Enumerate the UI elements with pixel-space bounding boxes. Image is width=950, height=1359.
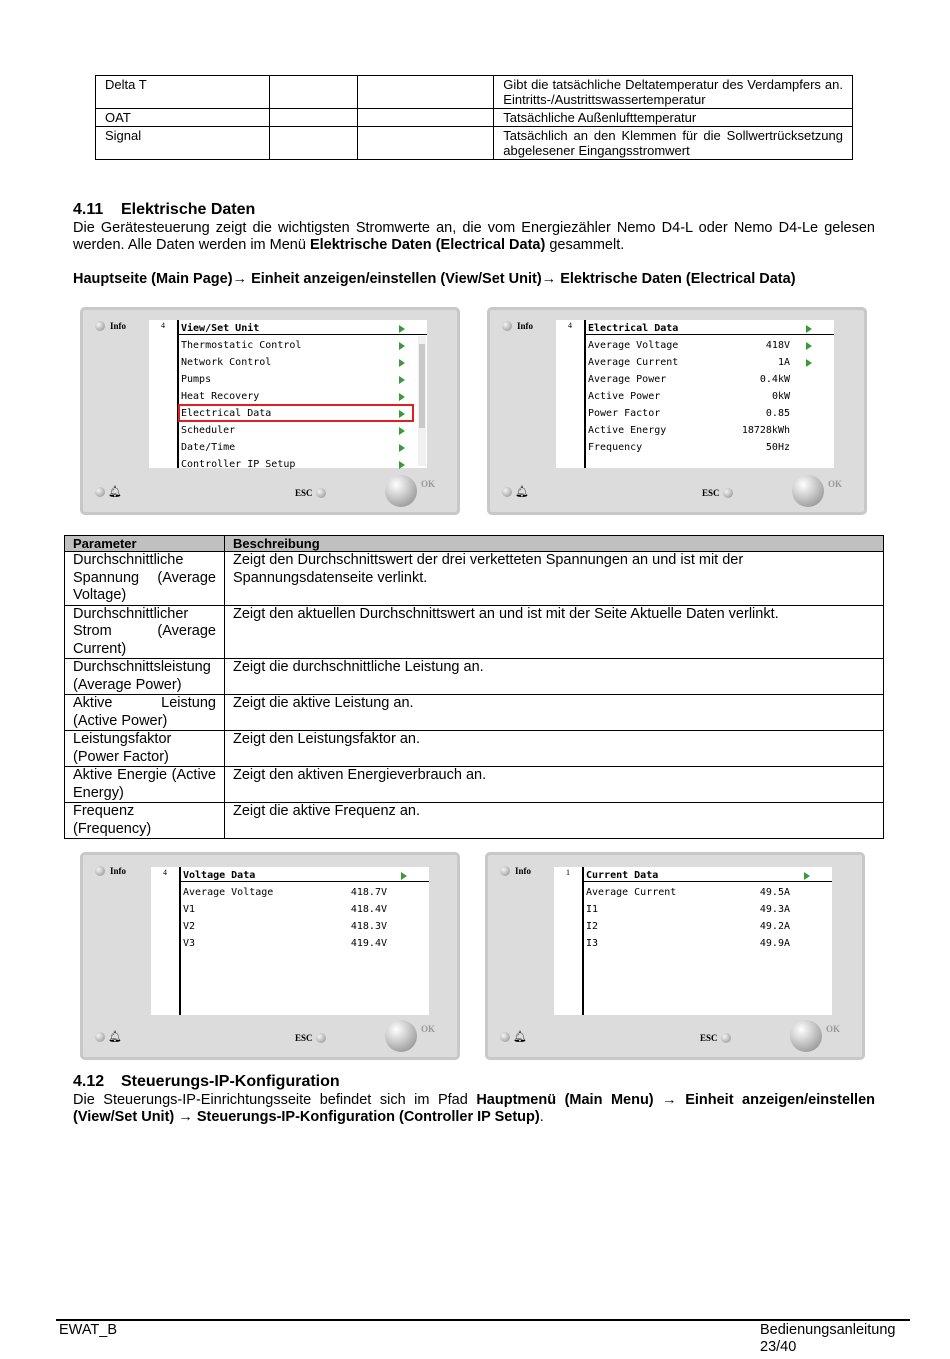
screen-divider bbox=[179, 867, 181, 1015]
table-row bbox=[65, 803, 884, 839]
data-value: 418.3V bbox=[350, 921, 387, 932]
description-cell: Zeigt die aktive Leistung an. bbox=[225, 695, 884, 731]
parameter-cell: Leistungsfaktor (Power Factor) bbox=[65, 731, 225, 767]
menu-item[interactable]: Date/Time bbox=[181, 442, 236, 453]
table-cell: Signal bbox=[96, 127, 270, 160]
esc-led-icon bbox=[723, 488, 733, 498]
ok-knob[interactable] bbox=[790, 1020, 822, 1052]
arrow-right-icon: → bbox=[662, 1092, 677, 1108]
data-value: 49.9A bbox=[759, 938, 790, 949]
data-label: Average Current bbox=[588, 357, 679, 368]
section-heading-4-12 bbox=[73, 1073, 340, 1091]
menu-item[interactable]: Pumps bbox=[181, 374, 212, 385]
ok-label: OK bbox=[827, 479, 842, 489]
ok-label: OK bbox=[420, 479, 435, 489]
description-cell: Zeigt die aktive Frequenz an. bbox=[225, 803, 884, 839]
info-label: Info bbox=[110, 866, 127, 876]
header-description: Beschreibung bbox=[225, 536, 884, 552]
screen-divider bbox=[584, 320, 586, 468]
play-arrow-icon bbox=[399, 342, 405, 350]
bell-icon: 🔔︎ bbox=[108, 486, 122, 498]
alarm-led-icon bbox=[500, 1032, 510, 1042]
alarm-led-icon bbox=[95, 487, 105, 497]
data-label: I3 bbox=[586, 938, 599, 949]
menu-item[interactable]: Thermostatic Control bbox=[181, 340, 302, 351]
data-value: 418V bbox=[765, 340, 790, 351]
data-value: 419.4V bbox=[350, 938, 387, 949]
esc-led-icon bbox=[316, 488, 326, 498]
arrow-right-icon: → bbox=[541, 271, 557, 287]
screen-divider bbox=[177, 320, 179, 468]
section-4-12-text bbox=[73, 1092, 875, 1126]
parameter-cell: Aktive Leistung (Active Power) bbox=[65, 695, 225, 731]
path-step-3: Elektrische Daten (Electrical Data) bbox=[560, 271, 796, 287]
info-led-icon bbox=[500, 866, 510, 876]
table-row bbox=[65, 605, 884, 659]
table-cell bbox=[357, 76, 494, 109]
play-arrow-icon bbox=[399, 427, 405, 435]
table-row bbox=[65, 767, 884, 803]
bell-icon: 🔔︎ bbox=[515, 486, 529, 498]
selection-highlight bbox=[178, 404, 414, 422]
play-arrow-icon bbox=[399, 376, 405, 384]
screen-title: Electrical Data bbox=[588, 323, 679, 334]
data-value: 18728kWh bbox=[741, 425, 790, 436]
parameter-cell: Durchschnittsleistung (Average Power) bbox=[65, 659, 225, 695]
bold-path-1: Hauptmenü (Main Menu) bbox=[476, 1092, 654, 1108]
section-heading-4-11 bbox=[73, 201, 255, 219]
play-arrow-icon bbox=[806, 342, 812, 350]
play-arrow-icon bbox=[401, 872, 407, 880]
alarm-button[interactable] bbox=[500, 1030, 527, 1043]
data-label: I1 bbox=[586, 904, 599, 915]
play-arrow-icon bbox=[399, 461, 405, 469]
controller-display-electrical-data bbox=[487, 307, 867, 515]
data-label: V1 bbox=[183, 904, 196, 915]
table-cell: Tatsächliche Außenlufttemperatur bbox=[494, 109, 853, 127]
table-cell: Gibt die tatsächliche Deltatemperatur des Verdampfers an. Eintritts-/Austrittswassertemperatur bbox=[494, 76, 853, 109]
alarm-button[interactable] bbox=[95, 485, 122, 498]
info-led-icon bbox=[502, 321, 512, 331]
path-step-1: Hauptseite (Main Page) bbox=[73, 271, 233, 287]
screen-title: View/Set Unit bbox=[181, 323, 260, 334]
top-parameter-table bbox=[95, 75, 853, 160]
table-cell bbox=[269, 109, 357, 127]
lcd-screen bbox=[149, 320, 427, 468]
play-arrow-icon bbox=[806, 325, 812, 333]
text-span: Die Steuerungs-IP-Einrichtungsseite befindet sich im Pfad bbox=[73, 1092, 477, 1108]
section-number: 4.11 bbox=[73, 201, 104, 218]
bold-path-2: Einheit anzeigen/einstellen (View/Set Unit) bbox=[73, 1092, 876, 1125]
esc-button[interactable] bbox=[702, 488, 733, 498]
info-label: Info bbox=[517, 321, 534, 331]
esc-led-icon bbox=[316, 1033, 326, 1043]
parameter-cell: Durchschnittliche Spannung (Average Voltage) bbox=[65, 552, 225, 606]
arrow-right-icon: → bbox=[178, 1109, 193, 1125]
table-cell bbox=[269, 76, 357, 109]
section-4-11-intro bbox=[73, 220, 875, 254]
parameter-cell: Durchschnittlicher Strom (Average Current) bbox=[65, 605, 225, 659]
screen-title: Current Data bbox=[586, 870, 659, 881]
data-label: Average Power bbox=[588, 374, 667, 385]
play-arrow-icon bbox=[804, 872, 810, 880]
play-arrow-icon bbox=[399, 393, 405, 401]
parameter-cell: Aktive Energie (Active Energy) bbox=[65, 767, 225, 803]
scrollbar[interactable] bbox=[418, 336, 426, 466]
electrical-parameter-table bbox=[64, 535, 884, 839]
table-row bbox=[65, 695, 884, 731]
screen-page-number: 4 bbox=[163, 868, 167, 877]
play-arrow-icon bbox=[399, 444, 405, 452]
data-value: 418.7V bbox=[350, 887, 387, 898]
menu-item[interactable]: Network Control bbox=[181, 357, 272, 368]
footer-right bbox=[760, 1322, 895, 1356]
esc-label: ESC bbox=[295, 488, 313, 498]
table-row bbox=[65, 552, 884, 606]
menu-path bbox=[73, 271, 796, 287]
table-cell: OAT bbox=[96, 109, 270, 127]
screen-title: Voltage Data bbox=[183, 870, 256, 881]
alarm-button[interactable] bbox=[502, 485, 529, 498]
section-title: Steuerungs-IP-Konfiguration bbox=[121, 1073, 340, 1090]
alarm-led-icon bbox=[95, 1032, 105, 1042]
description-cell: Zeigt den Leistungsfaktor an. bbox=[225, 731, 884, 767]
footer-doc-type: Bedienungsanleitung bbox=[760, 1322, 896, 1338]
lcd-screen bbox=[554, 867, 832, 1015]
bell-icon: 🔔︎ bbox=[513, 1031, 527, 1043]
info-label: Info bbox=[515, 866, 532, 876]
table-cell: Delta T bbox=[96, 76, 270, 109]
data-label: Average Voltage bbox=[183, 887, 274, 898]
ok-label: OK bbox=[420, 1024, 435, 1034]
esc-button[interactable] bbox=[295, 1033, 326, 1043]
data-value: 0kW bbox=[771, 391, 790, 402]
description-cell: Zeigt den aktuellen Durchschnittswert an und ist mit der Seite Aktuelle Daten verlinkt. bbox=[225, 605, 884, 659]
description-cell: Zeigt den aktiven Energieverbrauch an. bbox=[225, 767, 884, 803]
data-label: V3 bbox=[183, 938, 196, 949]
table-row bbox=[96, 109, 853, 127]
data-value: 0.85 bbox=[765, 408, 790, 419]
intro-end: gesammelt. bbox=[545, 237, 625, 253]
section-number: 4.12 bbox=[73, 1073, 105, 1090]
text-end: . bbox=[539, 1109, 544, 1125]
data-label: Frequency bbox=[588, 442, 643, 453]
alarm-button[interactable] bbox=[95, 1030, 122, 1043]
ok-knob[interactable] bbox=[385, 475, 417, 507]
data-value: 1A bbox=[777, 357, 790, 368]
lcd-screen bbox=[151, 867, 429, 1015]
ok-label: OK bbox=[825, 1024, 840, 1034]
data-label: I2 bbox=[586, 921, 599, 932]
menu-item[interactable]: Controller IP Setup bbox=[181, 459, 296, 470]
scrollbar-thumb[interactable] bbox=[419, 344, 425, 428]
esc-button[interactable] bbox=[700, 1033, 731, 1043]
data-value: 49.5A bbox=[759, 887, 790, 898]
arrow-right-icon: → bbox=[232, 271, 248, 287]
data-value: 0.4kW bbox=[759, 374, 790, 385]
description-cell: Zeigt die durchschnittliche Leistung an. bbox=[225, 659, 884, 695]
data-value: 49.3A bbox=[759, 904, 790, 915]
intro-text: Die Gerätesteuerung zeigt die wichtigsten Stromwerte an, die vom Energiezähler Nemo D4-L oder Nemo D4-Le gelesen werden. Alle Daten werden im Menü bbox=[73, 220, 875, 253]
data-label: Average Voltage bbox=[588, 340, 679, 351]
info-button[interactable] bbox=[502, 321, 533, 331]
esc-label: ESC bbox=[295, 1033, 313, 1043]
bell-icon: 🔔︎ bbox=[108, 1031, 122, 1043]
menu-item[interactable]: Electrical Data bbox=[181, 408, 272, 419]
info-led-icon bbox=[95, 866, 105, 876]
data-label: Power Factor bbox=[588, 408, 661, 419]
data-label: Average Current bbox=[586, 887, 677, 898]
screen-divider bbox=[582, 867, 584, 1015]
data-label: Active Energy bbox=[588, 425, 667, 436]
description-cell: Zeigt den Durchschnittswert der drei verketteten Spannungen an und ist mit der Spannungsdatenseite verlinkt. bbox=[225, 552, 884, 606]
play-arrow-icon bbox=[806, 359, 812, 367]
esc-led-icon bbox=[721, 1033, 731, 1043]
table-row bbox=[65, 731, 884, 767]
data-label: V2 bbox=[183, 921, 196, 932]
data-label: Active Power bbox=[588, 391, 661, 402]
info-button[interactable] bbox=[95, 321, 126, 331]
footer-doc-code: EWAT_B bbox=[59, 1322, 118, 1338]
controller-display-current-data bbox=[485, 852, 865, 1060]
data-value: 50Hz bbox=[765, 442, 790, 453]
lcd-screen bbox=[556, 320, 834, 468]
table-row bbox=[96, 76, 853, 109]
play-arrow-icon bbox=[399, 359, 405, 367]
esc-label: ESC bbox=[700, 1033, 718, 1043]
data-value: 49.2A bbox=[759, 921, 790, 932]
info-led-icon bbox=[95, 321, 105, 331]
footer-divider bbox=[56, 1319, 910, 1321]
header-parameter: Parameter bbox=[65, 536, 225, 552]
menu-item[interactable]: Scheduler bbox=[181, 425, 236, 436]
table-cell: Tatsächlich an den Klemmen für die Sollwertrücksetzung abgelesener Eingangsstromwert bbox=[494, 127, 853, 160]
table-row bbox=[65, 659, 884, 695]
ok-knob[interactable] bbox=[385, 1020, 417, 1052]
section-title: Elektrische Daten bbox=[121, 201, 256, 218]
table-cell bbox=[357, 127, 494, 160]
table-row bbox=[96, 127, 853, 160]
play-arrow-icon bbox=[399, 325, 405, 333]
screen-page-number: 4 bbox=[568, 321, 572, 330]
info-label: Info bbox=[110, 321, 127, 331]
alarm-led-icon bbox=[502, 487, 512, 497]
menu-item[interactable]: Heat Recovery bbox=[181, 391, 260, 402]
esc-label: ESC bbox=[702, 488, 720, 498]
ok-knob[interactable] bbox=[792, 475, 824, 507]
data-value: 418.4V bbox=[350, 904, 387, 915]
controller-display-voltage-data bbox=[80, 852, 460, 1060]
parameter-cell: Frequenz (Frequency) bbox=[65, 803, 225, 839]
controller-display-view-set-unit bbox=[80, 307, 460, 515]
table-cell bbox=[269, 127, 357, 160]
esc-button[interactable] bbox=[295, 488, 326, 498]
screen-page-number: 4 bbox=[161, 321, 165, 330]
path-step-2: Einheit anzeigen/einstellen (View/Set Unit) bbox=[251, 271, 542, 287]
page-number: 23/40 bbox=[760, 1339, 797, 1355]
info-button[interactable] bbox=[500, 866, 531, 876]
info-button[interactable] bbox=[95, 866, 126, 876]
table-cell bbox=[357, 109, 494, 127]
intro-bold: Elektrische Daten (Electrical Data) bbox=[309, 237, 546, 253]
screen-page-number: 1 bbox=[566, 868, 570, 877]
bold-path-3: Steuerungs-IP-Konfiguration (Controller IP Setup) bbox=[196, 1109, 540, 1125]
